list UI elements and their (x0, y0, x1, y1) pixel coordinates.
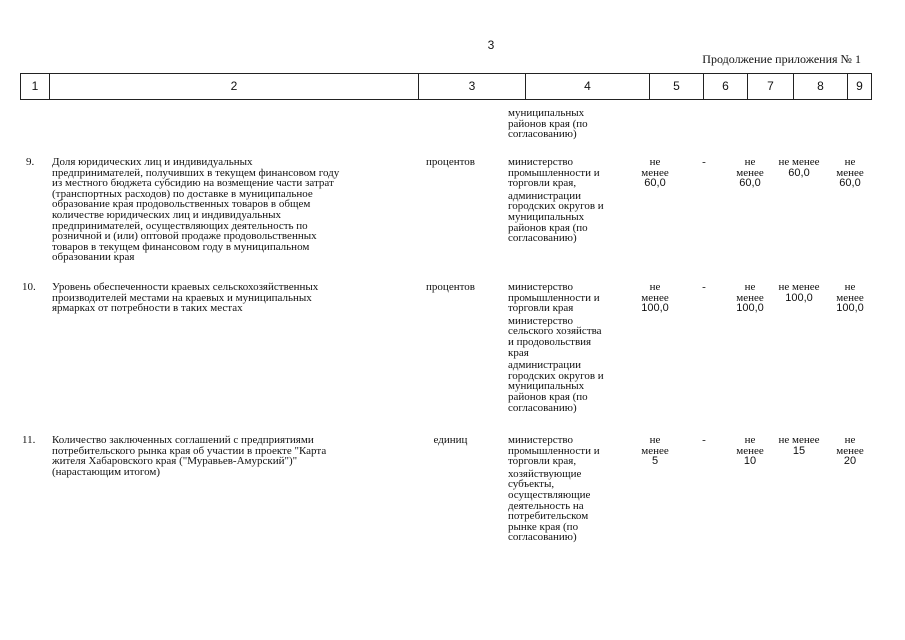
text-line: районов края (по (508, 390, 588, 403)
text-line: не (844, 434, 856, 446)
text-line: торговли края (508, 302, 574, 315)
header-col-4: 4 (525, 74, 649, 99)
text-line: жителя Хабаровского края ("Муравьев-Амурский")" (52, 455, 298, 468)
value-col-7 (728, 157, 772, 189)
executor-text (508, 157, 626, 246)
text-line: менее (641, 444, 669, 457)
executor-block (508, 191, 626, 244)
executor-text (508, 435, 626, 545)
text-line: и продовольствия (508, 335, 592, 348)
unit-text: процентов (426, 156, 475, 168)
carry-over-executor (508, 108, 626, 140)
carry-line: районов края (по (508, 117, 588, 130)
text-line: промышленности и (508, 166, 600, 179)
text-line: сельского хозяйства (508, 325, 602, 338)
header-col-3: 3 (418, 74, 525, 99)
text-line: промышленности и (508, 444, 600, 457)
text-line: рынке края (по (508, 520, 579, 533)
text-line: края (508, 346, 529, 359)
text-line: не менее (778, 156, 820, 168)
executor-text (508, 282, 626, 415)
text-line: согласованию) (508, 531, 577, 544)
executor-block (508, 360, 626, 413)
text-line: не менее (778, 434, 820, 446)
value-number: 10 (743, 455, 757, 468)
value-col-9 (828, 282, 872, 314)
text-line: согласованию) (508, 232, 577, 245)
header-col-1: 1 (31, 79, 39, 93)
text-line: муниципальных (508, 380, 585, 393)
text-line: торговли края, (508, 455, 577, 468)
text-line: торговли края, (508, 177, 577, 190)
row-number: 9. (26, 156, 35, 168)
text-line: не менее (778, 281, 820, 293)
value-number: 100,0 (785, 291, 813, 304)
header-col-7: 7 (747, 74, 793, 99)
value-number: 100,0 (736, 302, 764, 315)
indicator-text (52, 157, 396, 263)
text-line: менее (641, 291, 669, 304)
value-col-8 (772, 157, 826, 178)
text-line: предпринимателей, получивших в текущем финансовом году (52, 166, 340, 179)
text-line: потребительского рынка края об участии в проекте "Карта (52, 444, 327, 457)
indicator-text (52, 282, 396, 314)
text-line: Доля юридических лиц и индивидуальных (52, 156, 253, 168)
text-line: менее (836, 444, 864, 457)
text-line: не (744, 281, 756, 293)
executor-block (508, 157, 626, 189)
text-line: Количество заключенных соглашений с предприятиями (52, 434, 314, 446)
text-line: Уровень обеспеченности краевых сельскохозяйственных (52, 281, 319, 293)
value-col-5 (630, 157, 680, 189)
header-col-9: 9 (847, 74, 871, 99)
text-line: предпринимателей, осуществляющих деятельность по (52, 219, 308, 232)
text-line: образование края продовольственных товаров в общем (52, 198, 311, 211)
text-line: не (844, 281, 856, 293)
text-line: хозяйствующие (508, 467, 582, 480)
carry-line: согласованию) (508, 128, 577, 141)
text-line: деятельность на (508, 499, 584, 512)
value-col-6: - (702, 281, 706, 293)
value-number: 60,0 (739, 177, 761, 190)
value-number: 100,0 (641, 302, 669, 315)
carry-line: муниципальных (508, 107, 585, 119)
text-line: администрации (508, 189, 581, 202)
value-number: 20 (843, 455, 857, 468)
value-number: 5 (651, 455, 659, 468)
executor-block (508, 469, 626, 543)
row-number: 10. (22, 281, 36, 293)
text-line: менее (736, 291, 764, 304)
text-line: (транспортных расходов) по доставке в муниципальное (52, 187, 313, 200)
header-col-2: 2 (49, 74, 418, 99)
text-line: не (649, 434, 661, 446)
text-line: городских округов и (508, 369, 604, 382)
text-line: министерство (508, 281, 574, 293)
header-col-8: 8 (793, 74, 847, 99)
value-number: 15 (792, 444, 806, 457)
header-col-5: 5 (649, 74, 703, 99)
executor-block (508, 435, 626, 467)
value-col-8 (772, 282, 826, 303)
text-line: осуществляющие (508, 488, 591, 501)
indicator-text (52, 435, 396, 477)
text-line: (нарастающим итогом) (52, 465, 161, 478)
page-number: 3 (487, 38, 495, 52)
text-line: менее (736, 444, 764, 457)
text-line: министерство (508, 434, 574, 446)
text-line: розничной и (или) оптовой продаже продовольственных (52, 230, 317, 243)
text-line: производителей местами на краевых и муниципальных (52, 291, 312, 304)
text-line: министерство (508, 314, 574, 327)
text-line: министерство (508, 156, 574, 168)
text-line: не (744, 434, 756, 446)
text-line: менее (836, 291, 864, 304)
value-col-5 (630, 282, 680, 314)
text-line: потребительском (508, 510, 589, 523)
text-line: районов края (по (508, 221, 588, 234)
value-col-9 (828, 435, 872, 467)
value-col-9 (828, 157, 872, 189)
text-line: администрации (508, 359, 581, 372)
unit-text: процентов (426, 281, 475, 293)
value-col-6: - (702, 156, 706, 168)
text-line: субъекты, (508, 478, 555, 491)
value-col-6: - (702, 434, 706, 446)
header-col-6: 6 (703, 74, 747, 99)
text-line: менее (736, 166, 764, 179)
value-col-5 (630, 435, 680, 467)
value-number: 100,0 (836, 302, 864, 315)
text-line: согласованию) (508, 401, 577, 414)
value-col-7 (728, 435, 772, 467)
unit-text: единиц (433, 434, 468, 446)
text-line: из местного бюджета субсидию на возмещение части затрат (52, 177, 334, 190)
text-line: городских округов и (508, 200, 604, 213)
text-line: не (649, 156, 661, 168)
executor-block (508, 282, 626, 314)
executor-block (508, 316, 626, 358)
text-line: товаров в текущем финансовом году в муниципальном (52, 240, 310, 253)
text-line: менее (836, 166, 864, 179)
text-line: не (744, 156, 756, 168)
text-line: муниципальных (508, 210, 585, 223)
table-header-row (20, 73, 872, 100)
value-number: 60,0 (788, 166, 810, 179)
text-line: промышленности и (508, 291, 600, 304)
value-number: 60,0 (839, 177, 861, 190)
value-number: 60,0 (644, 177, 666, 190)
text-line: ярмарках от потребности в таких местах (52, 302, 243, 315)
row-number: 11. (22, 434, 36, 446)
value-col-8 (772, 435, 826, 456)
continuation-label: Продолжение приложения № 1 (702, 52, 861, 66)
text-line: не (844, 156, 856, 168)
text-line: количестве юридических лиц и индивидуальных (52, 208, 281, 221)
text-line: образовании края (52, 251, 135, 264)
text-line: менее (641, 166, 669, 179)
value-col-7 (728, 282, 772, 314)
text-line: не (649, 281, 661, 293)
